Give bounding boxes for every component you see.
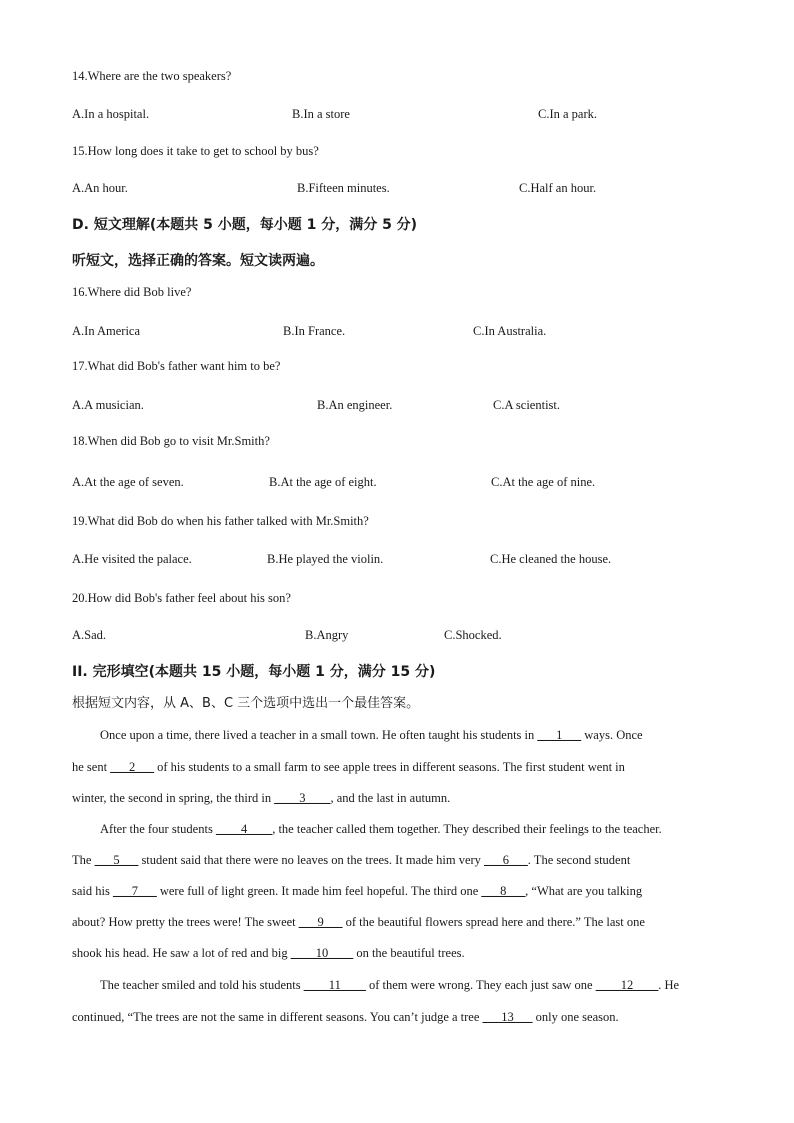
passage-text: only one season. [532,1010,619,1024]
question-15: 15.How long does it take to get to school by bus? [72,144,319,158]
q19-option-b: B.He played the violin. [267,552,384,566]
blank-1: ___1___ [537,728,582,742]
q17-option-a: A.A musician. [72,398,144,412]
blank-8: ___8___ [481,884,526,898]
question-17: 17.What did Bob's father want him to be? [72,359,281,373]
passage-line-3 [72,790,722,806]
passage-line-1 [100,727,750,743]
question-18: 18.When did Bob go to visit Mr.Smith? [72,434,270,448]
q15-option-b: B.Fifteen minutes. [297,181,390,195]
passage-line-7 [72,914,722,930]
section-ii-instruction: 根据短文内容，从 A、B、C 三个选项中选出一个最佳答案。 [72,696,420,711]
passage-line-9 [100,977,750,993]
q20-option-a: A.Sad. [72,628,107,642]
passage-text: shook his head. He saw a lot of red and big [72,946,291,960]
q14-option-b: B.In a store [292,107,350,121]
passage-text: After the four students [100,822,216,836]
blank-10: ____10____ [290,946,354,960]
q18-option-b: B.At the age of eight. [269,475,377,489]
q14-option-c: C.In a park. [538,107,598,121]
passage-text: he sent [72,760,111,774]
q18-option-c: C.At the age of nine. [491,475,596,489]
passage-text: Once upon a time, there lived a teacher in a small town. He often taught his students in [100,728,538,742]
passage-line-4 [100,821,750,837]
passage-text: The [72,853,95,867]
passage-text: were full of light green. It made him feel hopeful. The third one [156,884,482,898]
section-d-heading: D. 短文理解(本题共 5 小题，每小题 1 分，满分 5 分) [72,217,418,233]
section-d-instruction: 听短文，选择正确的答案。短文读两遍。 [72,253,324,269]
q17-option-b: B.An engineer. [317,398,393,412]
passage-text: , “What are you talking [525,884,643,898]
passage-text: of the beautiful flowers spread here and there.” The last one [342,915,645,929]
blank-7: ___7___ [112,884,157,898]
question-20: 20.How did Bob's father feel about his son? [72,591,291,605]
passage-text: on the beautiful trees. [353,946,465,960]
question-14: 14.Where are the two speakers? [72,69,232,83]
q20-option-b: B.Angry [305,628,349,642]
q19-option-a: A.He visited the palace. [72,552,192,566]
q16-option-c: C.In Australia. [473,324,547,338]
blank-12: ____12____ [595,978,659,992]
blank-13: ___13___ [482,1010,533,1024]
blank-5: ___5___ [94,853,139,867]
passage-line-5 [72,852,722,868]
passage-text: ways. Once [581,728,643,742]
passage-text: continued, “The trees are not the same in different seasons. You can’t judge a tree [72,1010,483,1024]
passage-text: . He [658,978,680,992]
q19-option-c: C.He cleaned the house. [490,552,612,566]
q16-option-b: B.In France. [283,324,346,338]
question-16: 16.Where did Bob live? [72,285,192,299]
passage-text: , and the last in autumn. [330,791,451,805]
q20-option-c: C.Shocked. [444,628,502,642]
passage-text: about? How pretty the trees were! The sweet [72,915,299,929]
question-19: 19.What did Bob do when his father talked with Mr.Smith? [72,514,369,528]
q16-option-a: A.In America [72,324,141,338]
passage-line-6 [72,883,722,899]
q18-option-a: A.At the age of seven. [72,475,184,489]
blank-11: ____11____ [303,978,366,992]
blank-3: ____3____ [274,791,331,805]
passage-text: student said that there were no leaves on the trees. It made him very [138,853,485,867]
q15-option-c: C.Half an hour. [519,181,597,195]
passage-text: , the teacher called them together. They described their feelings to the teacher. [272,822,662,836]
blank-4: ____4____ [215,822,273,836]
passage-text: winter, the second in spring, the third in [72,791,275,805]
passage-line-10 [72,1009,722,1025]
passage-line-2 [72,759,722,775]
q15-option-a: A.An hour. [72,181,128,195]
passage-text: . The second student [527,853,631,867]
section-ii-heading: II. 完形填空(本题共 15 小题，每小题 1 分，满分 15 分) [72,664,436,680]
blank-9: ___9___ [298,915,343,929]
q17-option-c: C.A scientist. [493,398,561,412]
passage-text: of them were wrong. They each just saw one [365,978,596,992]
blank-2: ___2___ [110,760,154,774]
q14-option-a: A.In a hospital. [72,107,150,121]
passage-text: of his students to a small farm to see apple trees in different seasons. The first student went in [153,760,625,774]
blank-6: ___6___ [484,853,528,867]
passage-line-8 [72,945,722,961]
passage-text: said his [72,884,113,898]
passage-text: The teacher smiled and told his students [100,978,304,992]
